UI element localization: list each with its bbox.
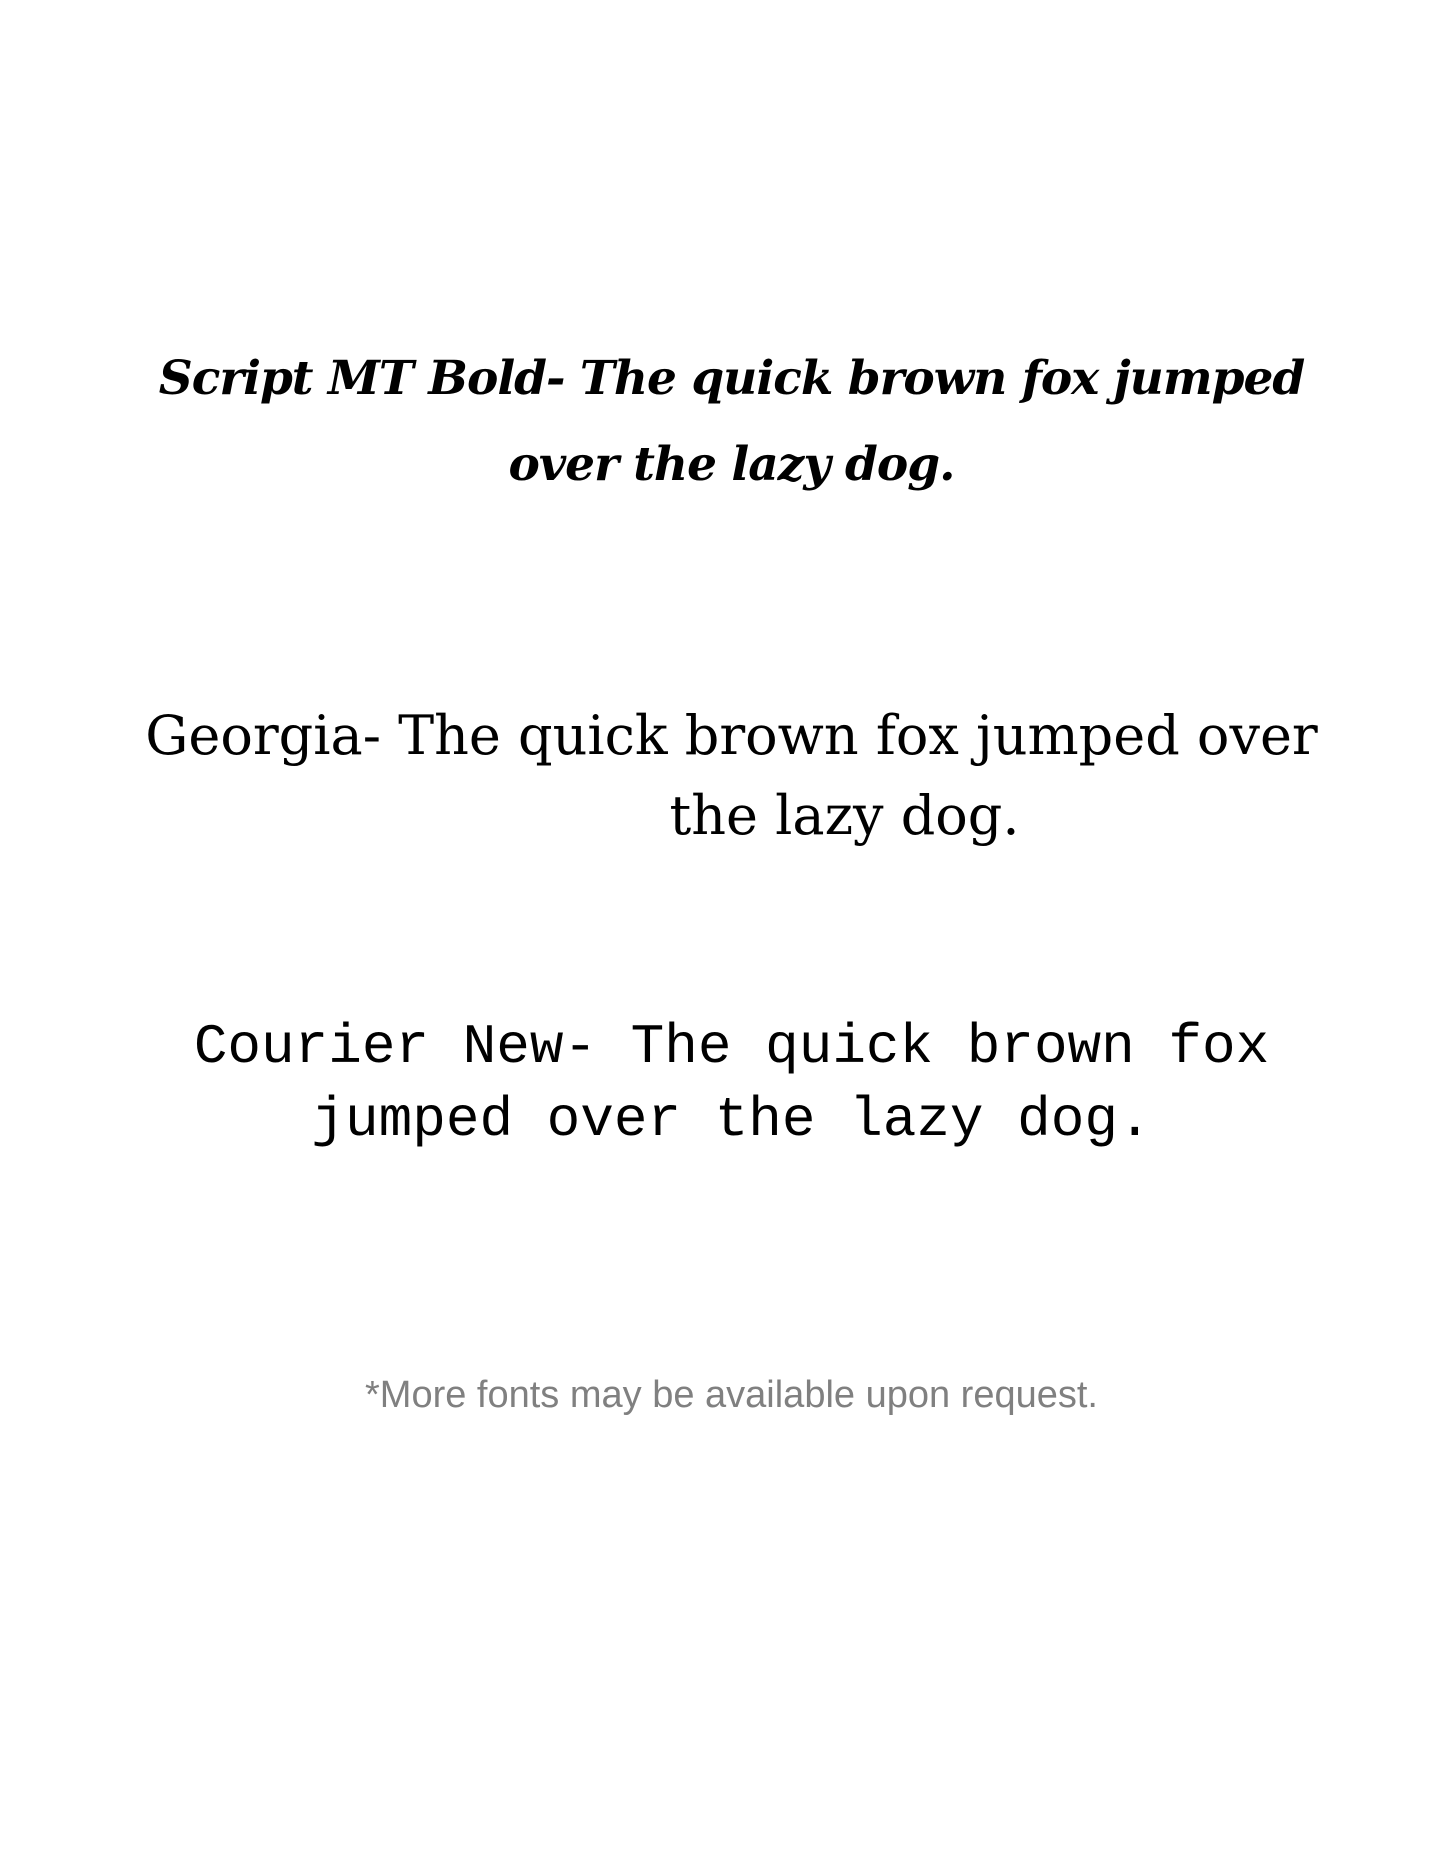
font-sample-georgia-line-2-text: the lazy dog. [669,784,1020,847]
font-sample-script-mt-bold-line-2: over the lazy dog. [508,437,955,492]
font-sample-script-mt-bold [18,336,1445,508]
font-sample-georgia-line-1: Georgia- The quick brown fox jumped over [145,704,1318,767]
font-sample-georgia [18,696,1445,856]
font-sample-courier-new-line-2: jumped over the lazy dog. [311,1088,1152,1152]
font-sample-courier-new [18,1011,1445,1157]
font-sample-script-mt-bold-line-1: Script MT Bold- The quick brown fox jumped [158,351,1305,406]
font-sample-georgia-line-2 [18,776,1445,856]
footnote-more-fonts: *More fonts may be available upon request. [365,1374,1098,1416]
font-sample-courier-new-line-1: Courier New- The quick brown fox [193,1015,1270,1079]
